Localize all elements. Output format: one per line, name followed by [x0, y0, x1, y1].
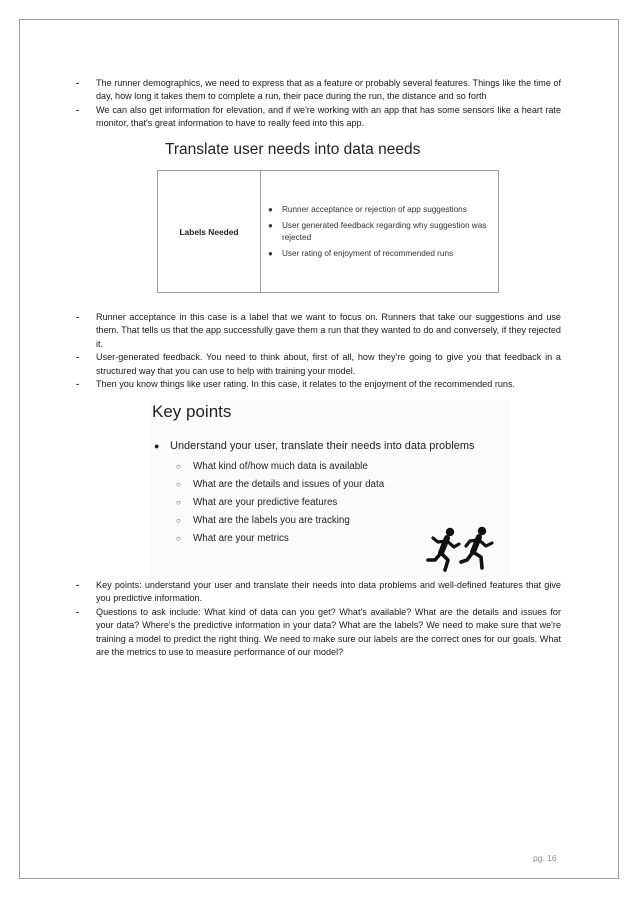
labels-list — [261, 171, 498, 292]
list-item — [76, 351, 561, 378]
page-number: pg. 16 — [533, 853, 557, 863]
list-item — [176, 512, 384, 530]
dash-marker: - — [76, 379, 80, 390]
hollow-circle-icon: ○ — [176, 480, 181, 489]
list-item — [261, 248, 492, 260]
list-item — [76, 579, 561, 606]
label-item-text: Runner acceptance or rejection of app suggestions — [282, 205, 467, 214]
dash-marker: - — [76, 312, 80, 322]
key-points-slide — [150, 400, 510, 578]
slide-title-user-needs: Translate user needs into data needs — [165, 141, 421, 158]
bullet-list-middle — [76, 311, 561, 391]
bullet-text: The runner demographics, we need to express that as a feature or probably several features. Things like the time of day, how long it takes them to complete a run, their pace during the run, the distance and so forth — [96, 78, 561, 102]
key-point-sublist — [176, 458, 384, 548]
bullet-text: Then you know things like user rating. In this case, it relates to the enjoyment of the recommended runs. — [96, 379, 516, 390]
bullet-text: Questions to ask include: What kind of data can you get? What's available? What are the details and issues for your data? Where's the predictive information in your data? What are the labels? We need to make sure that we're training a model to predict the right thing. We need to make sure our labels are the correct ones for our goals. What are the metrics to use to measure performance of our model? — [96, 606, 561, 658]
sub-point-text: What are your predictive features — [193, 497, 338, 508]
list-item — [76, 606, 561, 660]
labels-needed-table — [157, 170, 499, 293]
labels-needed-header: Labels Needed — [158, 171, 261, 292]
bullet-list-top — [76, 77, 561, 131]
sub-point-text: What are your metrics — [193, 533, 289, 544]
label-item-text: User rating of enjoyment of recommended runs — [282, 249, 454, 258]
list-item — [176, 476, 384, 494]
bullet-dot-icon: ● — [268, 205, 273, 214]
runners-icon — [426, 526, 498, 574]
bullet-text: We can also get information for elevation, and if we're working with an app that has some sensors like a heart rate monitor, that's great information to have to really feed into this app. — [96, 104, 561, 129]
list-item — [76, 378, 561, 391]
slide-title-key-points: Key points — [152, 402, 232, 421]
key-point-main-text: Understand your user, translate their needs into data problems — [170, 440, 475, 452]
sub-point-text: What are the labels you are tracking — [193, 515, 350, 526]
dash-marker: - — [76, 104, 80, 115]
dash-marker: - — [76, 352, 80, 363]
bullet-dot-icon: ● — [268, 221, 273, 230]
label-item-text: User generated feedback regarding why suggestion was rejected — [282, 221, 487, 242]
hollow-circle-icon: ○ — [176, 462, 181, 471]
dash-marker: - — [76, 580, 80, 590]
bullet-dot-icon: ● — [268, 249, 273, 258]
key-point-main — [154, 440, 475, 452]
hollow-circle-icon: ○ — [176, 516, 181, 525]
list-item — [261, 204, 492, 216]
bullet-text: User-generated feedback. You need to think about, first of all, how they're going to give you that feedback in a structured way that you can use to help with training your model. — [96, 352, 561, 376]
list-item — [176, 494, 384, 512]
bullet-text: Key points: understand your user and translate their needs into data problems and well-defined features that give you predictive information. — [96, 580, 561, 604]
hollow-circle-icon: ○ — [176, 498, 181, 507]
bullet-dot-icon: ● — [154, 441, 160, 451]
sub-point-text: What are the details and issues of your data — [193, 479, 385, 490]
dash-marker: - — [76, 606, 80, 617]
list-item — [76, 77, 561, 104]
dash-marker: - — [76, 78, 80, 88]
list-item — [76, 311, 561, 351]
bullet-text: Runner acceptance in this case is a label that we want to focus on. Runners that take our suggestions and use them. That tells us that the app successfully gave them a run that they wanted to do and conversely, if they rejected it. — [96, 312, 561, 349]
list-item — [76, 104, 561, 131]
sub-point-text: What kind of/how much data is available — [193, 461, 368, 472]
list-item — [176, 458, 384, 476]
bullet-list-bottom — [76, 579, 561, 659]
hollow-circle-icon: ○ — [176, 534, 181, 543]
list-item — [176, 530, 384, 548]
list-item — [261, 220, 492, 244]
